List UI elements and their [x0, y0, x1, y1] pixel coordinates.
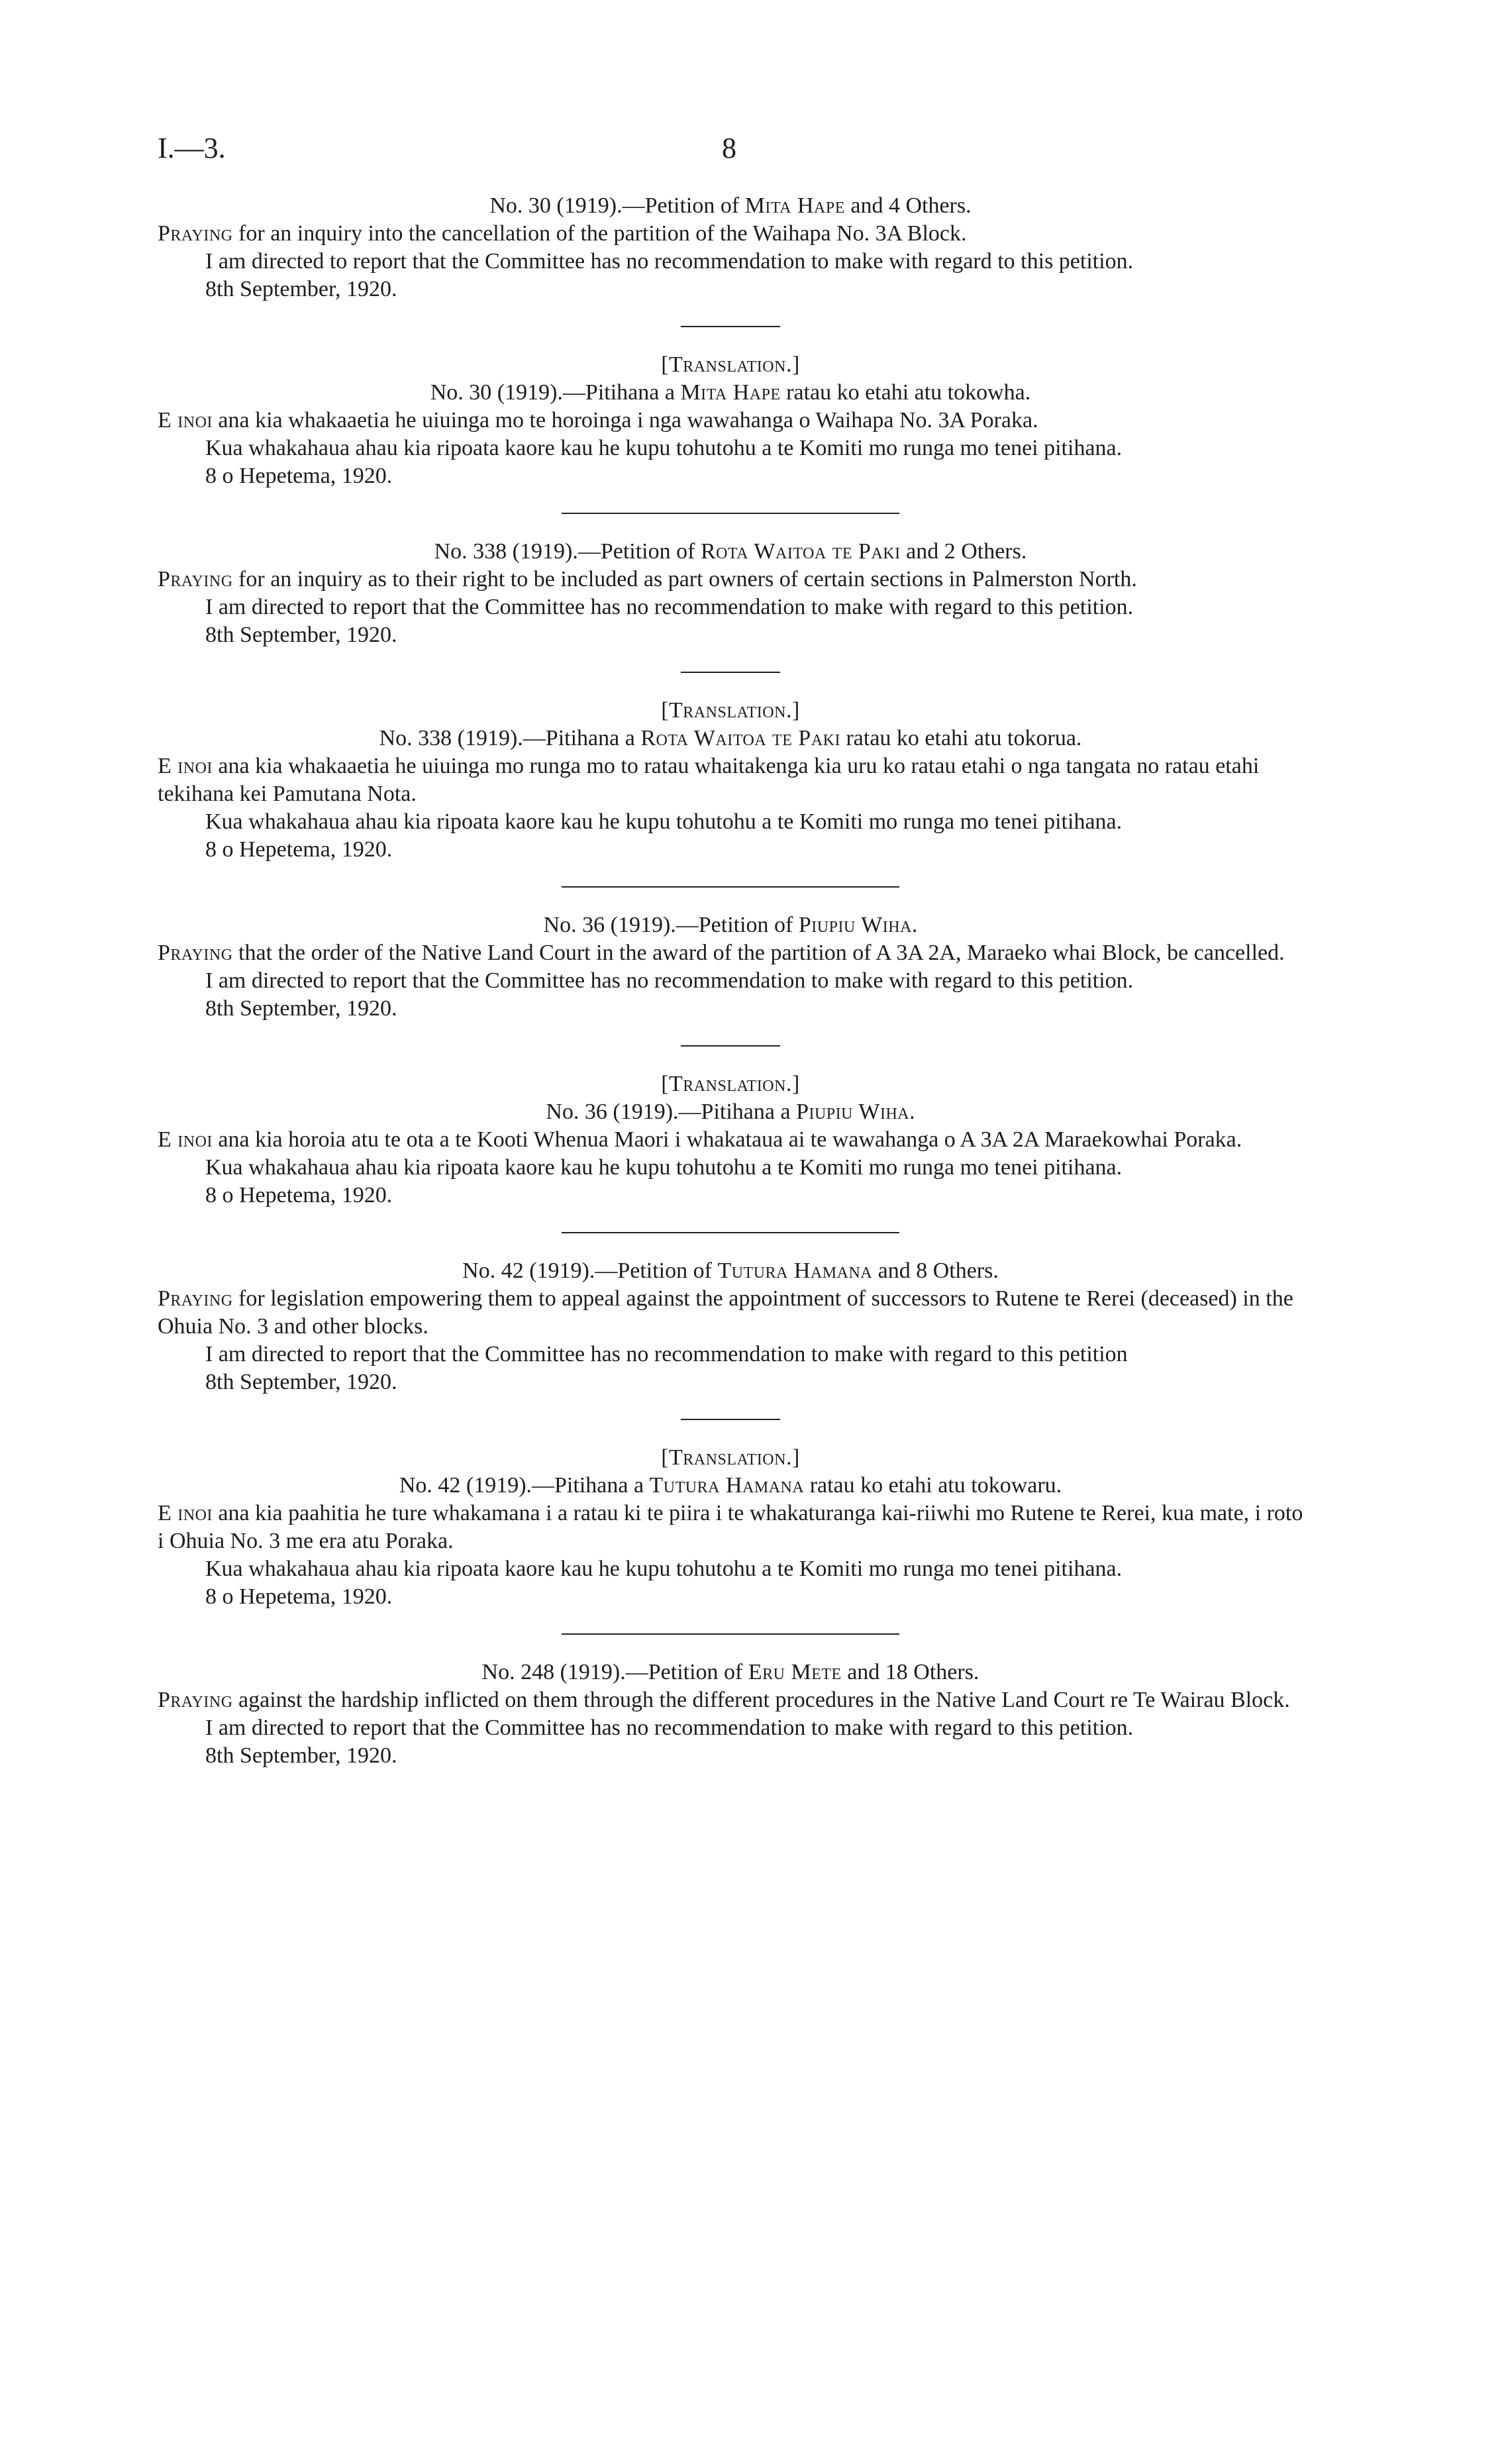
translation-label: [Translation.] [661, 352, 800, 377]
report-date: 8th September, 1920. [205, 996, 397, 1021]
petition-prayer: Praying that the order of the Native Land Court in the award of the partition of A 3A 2A, Maraeko whai Block, be cancelled. [158, 941, 1285, 965]
petition-title: No. 30 (1919).—Pitihana a Mita Hape ratau ko etahi atu tokowha. [430, 380, 1031, 405]
petition-title: No. 42 (1919).—Petition of Tutura Hamana and 8 Others. [462, 1258, 999, 1283]
petition-section [158, 538, 1303, 649]
petition-section [158, 1257, 1303, 1396]
section-divider [562, 1633, 899, 1635]
page-number: 8 [722, 132, 736, 164]
report-date: 8 o Hepetema, 1920. [205, 464, 393, 488]
translation-section [158, 351, 1303, 490]
report-date: 8th September, 1920. [205, 277, 397, 301]
document-body [158, 192, 1303, 1770]
section-divider [681, 672, 780, 673]
petitioner-name: Mita Hape [680, 380, 781, 405]
translation-section [158, 1070, 1303, 1209]
section-divider [562, 1232, 899, 1233]
section-divider [681, 1419, 780, 1420]
petition-section [158, 911, 1303, 1023]
petitioner-name: Eru Mete [748, 1660, 842, 1684]
petitioner-name: Mita Hape [744, 193, 845, 218]
committee-report: Kua whakahaua ahau kia ripoata kaore kau he kupu tohutohu a te Komiti mo runga mo tenei pitihana. [205, 1557, 1123, 1581]
translation-label: [Translation.] [661, 1072, 800, 1096]
report-date: 8th September, 1920. [205, 1743, 397, 1768]
petition-title: No. 338 (1919).—Petition of Rota Waitoa te Paki and 2 Others. [434, 539, 1027, 564]
petition-title: No. 42 (1919).—Pitihana a Tutura Hamana ratau ko etahi atu tokowaru. [399, 1473, 1062, 1498]
page-header [0, 131, 1502, 171]
translation-label: [Translation.] [661, 1445, 800, 1470]
petition-prayer: E inoi ana kia whakaaetia he uiuinga mo runga mo to ratau whaitakenga kia uru ko ratau etahi o nga tangata no ratau etahi tekihana kei Pamutana Nota. [158, 754, 1260, 806]
section-divider [681, 326, 780, 327]
petition-prayer: Praying for legislation empowering them to appeal against the appointment of successors to Rutene te Rerei (deceased) in the Ohuia No. 3 and other blocks. [158, 1286, 1293, 1339]
petition-prayer: Praying against the hardship inflicted on them through the different procedures in the Native Land Court re Te Wairau Block. [158, 1688, 1290, 1712]
section-divider [562, 513, 899, 514]
petition-prayer: E inoi ana kia paahitia he ture whakamana i a ratau ki te piira i te whakaturanga kai-riiwhi mo Rutene te Rerei, kua mate, i roto i Ohuia No. 3 me era atu Poraka. [158, 1501, 1303, 1553]
committee-report: I am directed to report that the Committee has no recommendation to make with regard to this petition. [205, 249, 1134, 274]
committee-report: Kua whakahaua ahau kia ripoata kaore kau he kupu tohutohu a te Komiti mo runga mo tenei pitihana. [205, 436, 1123, 460]
committee-report: I am directed to report that the Committee has no recommendation to make with regard to this petition. [205, 595, 1134, 619]
report-date: 8th September, 1920. [205, 623, 397, 647]
translation-section [158, 697, 1303, 864]
report-date: 8 o Hepetema, 1920. [205, 1183, 393, 1207]
petitioner-name: Piupiu Wiha [796, 1100, 910, 1124]
translation-label: [Translation.] [661, 698, 800, 723]
petitioner-name: Tutura Hamana [717, 1258, 873, 1283]
committee-report: Kua whakahaua ahau kia ripoata kaore kau he kupu tohutohu a te Komiti mo runga mo tenei pitihana. [205, 1155, 1123, 1180]
section-divider [562, 886, 899, 888]
petition-title: No. 338 (1919).—Pitihana a Rota Waitoa te Paki ratau ko etahi atu tokorua. [379, 726, 1082, 750]
report-date: 8 o Hepetema, 1920. [205, 1584, 393, 1609]
report-date: 8th September, 1920. [205, 1370, 397, 1394]
petitioner-name: Piupiu Wiha [798, 913, 912, 937]
petition-prayer: Praying for an inquiry as to their right to be included as part owners of certain sections in Palmerston North. [158, 567, 1137, 591]
petition-title: No. 36 (1919).—Pitihana a Piupiu Wiha. [546, 1100, 915, 1124]
committee-report: I am directed to report that the Committee has no recommendation to make with regard to this petition. [205, 1716, 1134, 1740]
petition-prayer: E inoi ana kia horoia atu te ota a te Kooti Whenua Maori i whakataua ai te wawahanga o A 3A 2A Maraekowhai Poraka. [158, 1127, 1242, 1152]
section-divider [681, 1045, 780, 1047]
committee-report: I am directed to report that the Committee has no recommendation to make with regard to this petition [205, 1342, 1128, 1366]
committee-report: Kua whakahaua ahau kia ripoata kaore kau he kupu tohutohu a te Komiti mo runga mo tenei pitihana. [205, 809, 1123, 834]
petition-title: No. 248 (1919).—Petition of Eru Mete and 18 Others. [481, 1660, 979, 1684]
petition-section [158, 192, 1303, 303]
translation-section [158, 1444, 1303, 1611]
petition-section [158, 1659, 1303, 1770]
petition-title: No. 30 (1919).—Petition of Mita Hape and 4 Others. [489, 193, 972, 218]
paper-reference: I.—3. [158, 132, 226, 164]
petition-prayer: E inoi ana kia whakaaetia he uiuinga mo te horoinga i nga wawahanga o Waihapa No. 3A Poraka. [158, 408, 1038, 433]
petitioner-name: Tutura Hamana [649, 1473, 805, 1498]
petition-title: No. 36 (1919).—Petition of Piupiu Wiha. [543, 913, 918, 937]
petitioner-name: Rota Waitoa te Paki [640, 726, 840, 750]
report-date: 8 o Hepetema, 1920. [205, 837, 393, 862]
committee-report: I am directed to report that the Committee has no recommendation to make with regard to this petition. [205, 968, 1134, 993]
petitioner-name: Rota Waitoa te Paki [700, 539, 901, 564]
petition-prayer: Praying for an inquiry into the cancellation of the partition of the Waihapa No. 3A Block. [158, 221, 967, 246]
